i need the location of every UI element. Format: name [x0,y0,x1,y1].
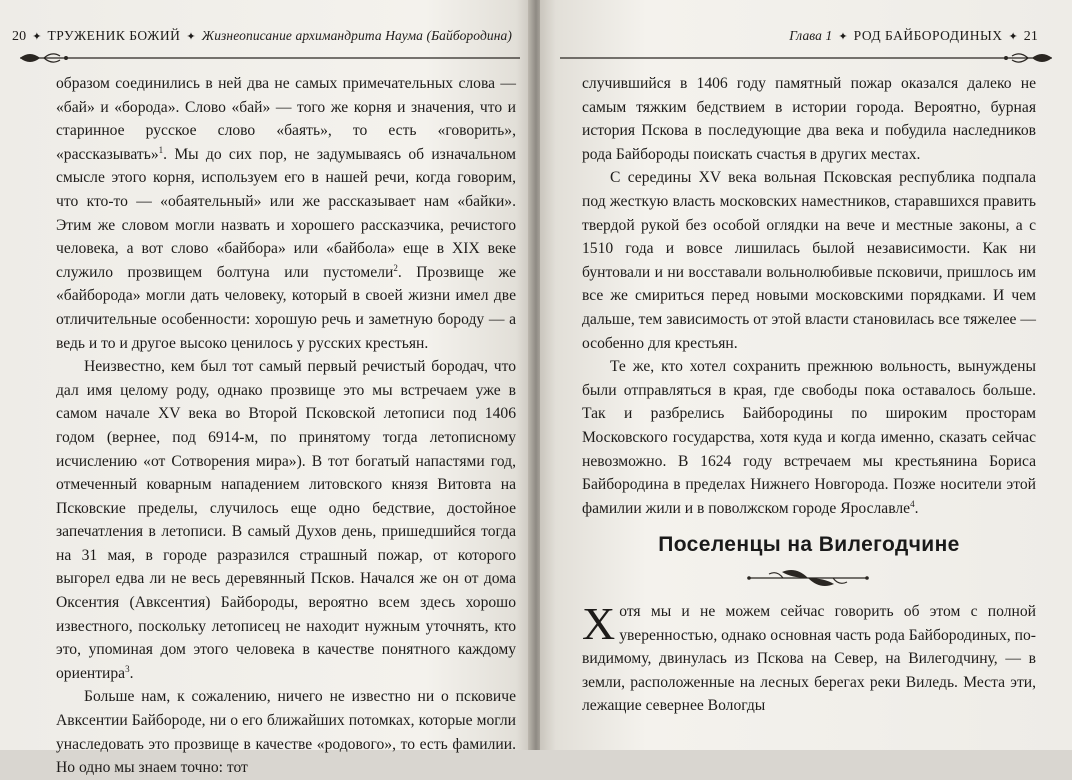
header-ornament-rule-icon [16,50,524,66]
paragraph-text: образом соединились в ней два не самых примечательных слова — «бай» и «борода». Слово «бай» — того же корня и значения, что и старинное русское слово «баять», то есть «говорить», «рассказывать» [56,75,516,163]
footnote-ref: 3 [125,663,130,674]
left-page-number: 20 [12,29,27,44]
paragraph-text: . Мы до сих пор, не задумываясь об изначальном смысле этого корня, используем его в нашей речи, когда говорим, что кто-то — «обаятельный» или же рассказывает нам «байки». Этим же словом могли назвать и хорошего рассказчика, речистого человека, а вот слово «байбора» или «байбола» еще в XIX веке служило прозвищем болтуна или пустомели [56,145,516,281]
paragraph-text: . Прозвище же «байборода» могли дать человеку, который в своей жизни имел две отличительные особенности: хорошую речь и заметную бороду — а ведь и то и другое высоко ценилось у русских крестьян. [56,263,516,352]
section-body-text [582,600,1036,718]
book-subtitle: Жизнеописание архимандрита Наума (Байбородина) [201,28,512,43]
right-page [540,0,1072,750]
left-body-text [56,72,516,780]
right-body-text [582,72,1036,520]
paragraph-text: случившийся в 1406 году памятный пожар оказался далеко не самым тяжким бедствием в истории города. Вероятно, бурная история Пскова в последующие два века и побудила наследников рода Байбороды поискать счастья в других местах. [582,75,1036,163]
drop-cap: Х [582,598,616,649]
left-running-header [12,28,512,45]
left-page [0,0,532,777]
diamond-separator-icon: ✦ [32,31,42,43]
paragraph [582,166,1036,355]
right-page-number: 21 [1023,29,1038,44]
header-ornament-rule-icon [556,50,1056,66]
footnote-ref: 4 [910,498,915,509]
paragraph [56,72,516,355]
paragraph-text: Те же, кто хотел сохранить прежнюю вольность, вынуждены были отправляться в края, где свободы пока оставалось больше. Так и разбрелись Байбородины по широким просторам Московского государства, хотя куда и когда именно, сказать сейчас невозможно. В 1624 году встречаем мы крестьянина Бориса Байбородина в пределах Нижнего Новгорода. Позже носители этой фамилии жили и в поволжском городе Ярославле [582,358,1036,517]
section-heading: Поселенцы на Вилегодчине [658,533,960,556]
paragraph [582,72,1036,166]
diamond-separator-icon: ✦ [186,31,196,43]
paragraph [582,600,1036,718]
paragraph-text: С середины XV века вольная Псковская республика подпала под жесткую власть московских наместников, старавшихся править твердой рукой без особой оглядки на вече и местные законы, а с 1510 года и вовсе лишилась былой независимости. Как ни бунтовали и ни восставали вольнолюбивые псковичи, пришлось им все же смириться перед новыми московскими порядками. И чем дальше, тем зависимость от этой власти становилась все тяжелее — особенно для крестьян. [582,169,1036,352]
paragraph-text: отя мы и не можем сейчас говорить об этом с полной уверенностью, однако основная часть рода Байбородиных, по-видимому, двинулась из Пскова на Север, на Вилегодчину, — в земли, расположенные на лесных берегах реки Виледь. Места эти, лежащие севернее Вологды [582,603,1036,715]
chapter-label: Глава 1 [789,28,833,43]
footnote-ref: 1 [158,144,164,155]
paragraph-text: Неизвестно, кем был тот самый первый речистый бородач, что дал имя целому роду, однако прозвище это мы встречаем уже в самом начале XV века во Второй Псковской летописи под 1406 годом (вернее, под 6914-м, по принятому тогда летописному исчислению «от Сотворения мира»). В тот богатый напастями год, отмеченный коварным нападением литовского князя Витовта на Псковские пределы, случилось еще одно бедствие, достойное запечатления в летописи. В самый Духов день, пришедшийся тогда на 31 мая, в городе разразился страшный пожар, от которого выгорел едва ли не весь деревянный Псков. Начался же он от дома Оксентия (Авксентия) Байбороды, вероятно всем здесь хорошо известного, поскольку летописец не находит нужным уточнять, кто это, упоминая дом этого человека в качестве понятного каждому ориентира [56,358,516,682]
diamond-separator-icon: ✦ [1008,31,1018,43]
paragraph [56,685,516,779]
paragraph: Те же, кто хотел сохранить прежнюю вольность, вынуждены были отправляться в края, где свободы пока оставалось больше. Так и разбрелись Байбородины по широким просторам Московского государства, хотя куда и когда именно, сказать сейчас невозможно. В 1624 году встречаем мы крестьянина Бориса Байбородина в пределах Нижнего Новгорода. Позже носители этой фамилии жили и в поволжском городе Ярославле$^4$. [582,358,1036,517]
footnote-ref: 2 [393,262,398,273]
diamond-separator-icon: ✦ [838,31,848,43]
right-running-header [789,28,1038,45]
paragraph: Неизвестно, кем был тот самый первый речистый бородач, что дал имя целому роду, однако прозвище это мы встречаем уже в самом начале XV века во Второй Псковской летописи под 1406 годом (вернее, под 6914-м, по принятому тогда летописному исчислению «от Сотворения мира»). В тот богатый напастями год, отмеченный коварным нападением литовского князя Витовта на Псковские пределы, случилось еще одно бедствие, достойное запечатления в летописи. В самый Духов день, пришедшийся тогда на 31 мая, в городе разразился страшный пожар, от которого выгорел едва ли не весь деревянный Псков. Начался же он от дома Оксентия (Авксентия) Байбороды, вероятно всем здесь хорошо известного, поскольку летописец не находит нужным уточнять, кто это, упоминая дом этого человека в качестве понятного каждому ориентира$^3$. [56,358,516,682]
book-title: ТРУЖЕНИК БОЖИЙ [47,28,181,43]
chapter-title: РОД БАЙБОРОДИНЫХ [853,28,1003,43]
paragraph-text: Больше нам, к сожалению, ничего не известно ни о псковиче Авксентии Байбороде, ни о его ближайших потомках, которые могли унаследовать это прозвище в качестве «родового», то есть фамилии. Но одно мы знаем точно: тот [56,688,516,777]
section-ornament-icon [743,565,873,591]
